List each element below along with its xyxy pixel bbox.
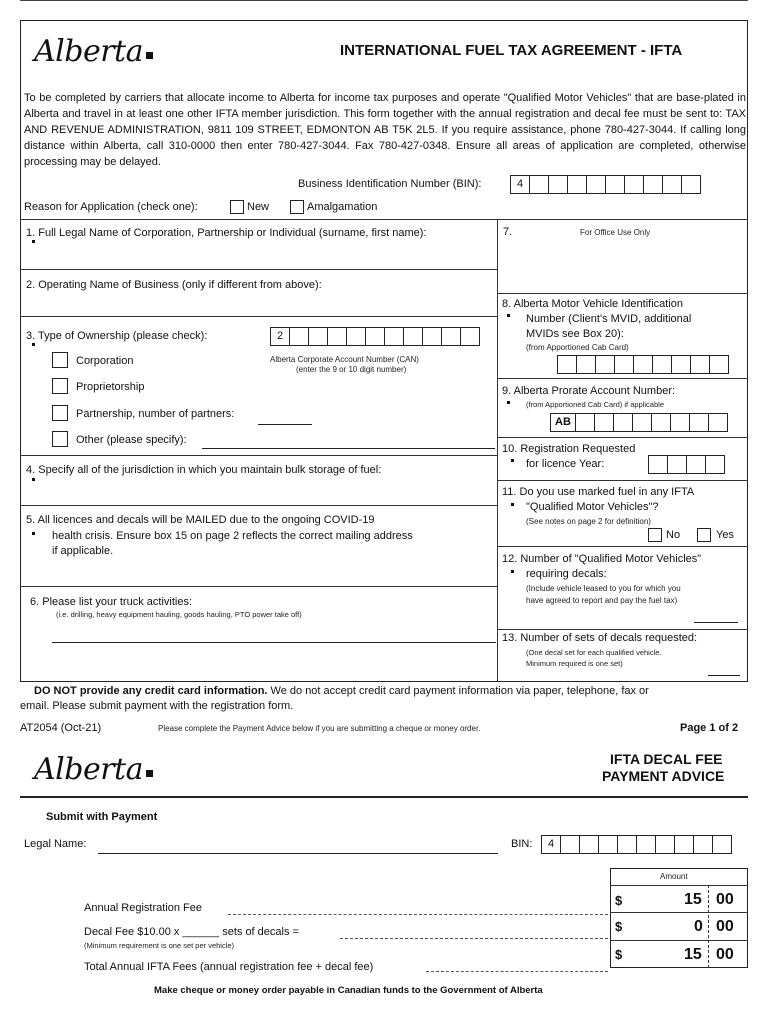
prorate-cell[interactable]	[613, 413, 633, 432]
mvid-cell[interactable]	[633, 355, 653, 374]
mvid-cell[interactable]	[690, 355, 710, 374]
prorate-prefix-cell: AB	[550, 413, 576, 432]
credit-card-warning	[34, 685, 748, 697]
can-cell[interactable]	[308, 327, 328, 346]
section-5-line-1: 5. All licences and decals will be MAILED due to the ongoing COVID-19	[26, 514, 375, 526]
row-1-label: Annual Registration Fee	[84, 902, 203, 914]
amount-header: Amount	[660, 872, 688, 881]
page-number: Page 1 of 2	[680, 722, 739, 734]
bin-prefix-cell: 4	[541, 835, 561, 854]
can-cell[interactable]	[403, 327, 423, 346]
warning-rest: We do not accept credit card payment information via paper, telephone, fax or	[267, 685, 649, 697]
section-divider	[497, 378, 748, 379]
can-cell[interactable]	[289, 327, 309, 346]
section-11-line-1: 11. Do you use marked fuel in any IFTA	[502, 486, 695, 498]
section-divider	[497, 480, 748, 481]
qualified-vehicles-field[interactable]	[694, 622, 738, 623]
section-10-line-1: 10. Registration Requested	[502, 443, 636, 455]
bin-cell[interactable]	[636, 835, 656, 854]
row-1-cents: 00	[716, 891, 734, 908]
section-divider	[20, 505, 497, 506]
marked-fuel-no-label: No	[666, 529, 681, 541]
amount-divider	[610, 885, 748, 886]
section-10-line-2: for licence Year:	[526, 458, 605, 470]
section-divider	[20, 455, 497, 456]
bin-cell[interactable]	[624, 175, 644, 194]
section-12-sublabel-2: have agreed to report and pay the fuel tax)	[526, 596, 678, 605]
section-11-sublabel: (See notes on page 2 for definition)	[526, 517, 651, 526]
proprietorship-checkbox[interactable]	[52, 378, 68, 394]
alberta-logo: Alberta	[34, 752, 153, 787]
partners-count-field[interactable]	[258, 424, 312, 425]
payable-note: Make cheque or money order payable in Canadian funds to the Government of Alberta	[154, 985, 543, 996]
reason-new-checkbox[interactable]	[230, 200, 244, 214]
section-3-label: 3. Type of Ownership (please check):	[26, 330, 208, 342]
advice-bin-label: BIN:	[511, 838, 533, 850]
section-6-label: 6. Please list your truck activities:	[30, 596, 193, 608]
partnership-checkbox[interactable]	[52, 405, 68, 421]
legal-name-label: Legal Name:	[24, 838, 87, 850]
can-cell[interactable]	[422, 327, 442, 346]
mvid-cell[interactable]	[709, 355, 729, 374]
section-9-sublabel: (from Apportioned Cab Card) if applicable	[526, 400, 664, 409]
form-title: INTERNATIONAL FUEL TAX AGREEMENT - IFTA	[340, 42, 683, 59]
reason-new-label: New	[247, 201, 270, 213]
row-3-label: Total Annual IFTA Fees (annual registration fee + decal fee)	[84, 961, 374, 973]
intro-text: To be completed by carriers that allocate income to Alberta for income tax purposes and operate "Qualified Motor Vehicles" that are base-plated in Alberta and travel in at least one other IFTA member jurisdiction. This form together with the annual registration and decal fee must be sent to: TAX AND REVENUE ADMINISTRATION, 9811 109 STREET, EDMONTON AB T5K 2L5. If you require assistance, phone 780-427-3044. If calling long distance within Alberta, call 310-0000 then enter 780-427-3044. Fax 780-427-0348. Ensure all areas of application are completed, otherwise processing may be delayed.	[24, 92, 746, 168]
submit-with-payment: Submit with Payment	[46, 811, 158, 823]
year-cell[interactable]	[667, 455, 687, 474]
bin-cell[interactable]	[598, 835, 618, 854]
section-9-label: 9. Alberta Prorate Account Number:	[502, 385, 676, 397]
bullet	[32, 532, 35, 535]
bin-cell[interactable]	[655, 835, 675, 854]
advice-title-line-1: IFTA DECAL FEE	[610, 751, 723, 767]
reason-amalgamation-label: Amalgamation	[307, 201, 378, 213]
amount-divider	[610, 912, 748, 913]
can-boxes[interactable]	[270, 327, 480, 346]
year-cell[interactable]	[648, 455, 668, 474]
alberta-logo: Alberta	[34, 34, 153, 69]
bin-cell[interactable]	[586, 175, 606, 194]
reason-amalgamation-checkbox[interactable]	[290, 200, 304, 214]
advice-bin-boxes[interactable]	[541, 835, 732, 854]
bin-cell[interactable]	[643, 175, 663, 194]
can-cell[interactable]	[365, 327, 385, 346]
can-cell[interactable]	[441, 327, 461, 346]
row-3-cents: 00	[716, 946, 734, 963]
prorate-cell[interactable]	[575, 413, 595, 432]
section-11-line-2: "Qualified Motor Vehicles"?	[526, 501, 659, 513]
marked-fuel-yes-checkbox[interactable]	[697, 528, 711, 542]
bin-cell[interactable]	[662, 175, 682, 194]
mvid-cell[interactable]	[671, 355, 691, 374]
reason-label: Reason for Application (check one):	[24, 201, 198, 213]
mvid-cell[interactable]	[614, 355, 634, 374]
marked-fuel-no-checkbox[interactable]	[648, 528, 662, 542]
row-1-dollars: 15	[684, 891, 702, 908]
bin-cell[interactable]	[567, 175, 587, 194]
mvid-cell[interactable]	[576, 355, 596, 374]
can-cell[interactable]	[327, 327, 347, 346]
corporation-checkbox[interactable]	[52, 352, 68, 368]
section-divider	[20, 316, 497, 317]
section-5-line-3: if applicable.	[52, 545, 114, 557]
bin-cell[interactable]	[529, 175, 549, 194]
other-label: Other (please specify):	[76, 434, 187, 446]
bin-prefix-cell: 4	[510, 175, 530, 194]
section-12-sublabel-1: (Include vehicle leased to you for which you	[526, 584, 681, 593]
mvid-cell[interactable]	[557, 355, 577, 374]
section-13-sublabel-1: (One decal set for each qualified vehicle.	[526, 648, 662, 657]
section-8-line-2: Number (Client's MVID, additional	[526, 313, 692, 325]
partnership-label: Partnership, number of partners:	[76, 408, 235, 420]
prorate-boxes[interactable]	[550, 413, 728, 432]
year-cell[interactable]	[686, 455, 706, 474]
prorate-cell[interactable]	[708, 413, 728, 432]
proprietorship-label: Proprietorship	[76, 381, 145, 393]
bullet	[511, 503, 514, 506]
section-13-sublabel-2: Minimum required is one set)	[526, 659, 623, 668]
bin-cell[interactable]	[560, 835, 580, 854]
can-label: Alberta Corporate Account Number (CAN)	[270, 355, 419, 364]
advice-rule	[20, 796, 748, 798]
row-2-currency: $	[615, 919, 623, 934]
row-3-leader	[426, 971, 608, 972]
prorate-cell[interactable]	[670, 413, 690, 432]
row-2-dollars: 0	[694, 918, 703, 935]
bin-cell[interactable]	[674, 835, 694, 854]
section-divider	[497, 437, 748, 438]
bullet	[507, 314, 510, 317]
prorate-cell[interactable]	[651, 413, 671, 432]
bullet	[32, 478, 35, 481]
section-12-line-1: 12. Number of "Qualified Motor Vehicles"	[502, 553, 702, 565]
section-8-line-3: MVIDs see Box 20):	[526, 328, 624, 340]
section-divider	[497, 546, 748, 547]
bullet	[511, 459, 514, 462]
section-4-label: 4. Specify all of the jurisdiction in which you maintain bulk storage of fuel:	[26, 464, 382, 476]
advice-title-line-2: PAYMENT ADVICE	[602, 768, 725, 784]
section-1-label: 1. Full Legal Name of Corporation, Partnership or Individual (surname, first name):	[26, 227, 427, 239]
amount-divider	[610, 940, 748, 941]
mvid-boxes[interactable]	[557, 355, 729, 374]
row-2-label: Decal Fee $10.00 x ______ sets of decals =	[84, 926, 299, 938]
bin-cell[interactable]	[693, 835, 713, 854]
row-1-leader	[228, 914, 608, 915]
warning-bold: DO NOT provide any credit card information.	[34, 685, 268, 697]
can-cell[interactable]	[460, 327, 480, 346]
bullet	[32, 240, 35, 243]
row-1-currency: $	[615, 893, 623, 908]
prorate-cell[interactable]	[594, 413, 614, 432]
section-divider	[20, 586, 497, 587]
section-divider	[497, 293, 748, 294]
payment-advice-note: Please complete the Payment Advice below if you are submitting a cheque or money order.	[158, 724, 481, 733]
section-8-line-1: 8. Alberta Motor Vehicle Identification	[502, 298, 683, 310]
credit-card-warning-line-2: email. Please submit payment with the registration form.	[20, 700, 294, 712]
bin-cell[interactable]	[605, 175, 625, 194]
section-13-line-1: 13. Number of sets of decals requested:	[502, 632, 698, 644]
bin-cell[interactable]	[712, 835, 732, 854]
bin-cell[interactable]	[579, 835, 599, 854]
marked-fuel-yes-label: Yes	[716, 529, 734, 541]
can-cell[interactable]	[346, 327, 366, 346]
row-2-leader	[340, 938, 608, 939]
section-2-label: 2. Operating Name of Business (only if different from above):	[26, 279, 322, 291]
section-12-line-2: requiring decals:	[526, 568, 607, 580]
form-code: AT2054 (Oct-21)	[20, 722, 102, 734]
row-2-cents: 00	[716, 918, 734, 935]
section-5-line-2: health crisis. Ensure box 15 on page 2 reflects the correct mailing address	[52, 530, 413, 542]
section-7-label: 7.	[503, 226, 513, 238]
can-prefix-cell: 2	[270, 327, 290, 346]
row-2-sublabel: (Minimum requirement is one set per vehicle)	[84, 941, 235, 950]
decal-sets-field[interactable]	[708, 675, 740, 676]
bin-cell[interactable]	[617, 835, 637, 854]
bin-cell[interactable]	[548, 175, 568, 194]
bullet	[507, 401, 510, 404]
other-specify-field[interactable]	[202, 448, 495, 449]
row-3-currency: $	[615, 947, 623, 962]
bin-boxes[interactable]	[510, 175, 701, 194]
other-checkbox[interactable]	[52, 431, 68, 447]
legal-name-field[interactable]	[98, 853, 498, 854]
licence-year-boxes[interactable]	[648, 455, 725, 474]
section-divider	[20, 219, 748, 220]
section-6-sublabel: (i.e. drilling, heavy equipment hauling, goods hauling, PTO power take off)	[56, 610, 302, 619]
bin-label: Business Identification Number (BIN):	[298, 178, 482, 190]
prorate-cell[interactable]	[689, 413, 709, 432]
corporation-label: Corporation	[76, 355, 134, 367]
bullet	[32, 343, 35, 346]
office-use-label: For Office Use Only	[580, 228, 651, 237]
section-divider	[20, 269, 497, 270]
section-divider	[497, 629, 748, 630]
bullet	[511, 570, 514, 573]
mvid-cell[interactable]	[595, 355, 615, 374]
section-8-sublabel: (from Apportioned Cab Card)	[526, 343, 629, 352]
mvid-cell[interactable]	[652, 355, 672, 374]
top-rule	[20, 0, 748, 1]
year-cell[interactable]	[705, 455, 725, 474]
can-cell[interactable]	[384, 327, 404, 346]
bin-cell[interactable]	[681, 175, 701, 194]
truck-activities-field[interactable]	[52, 642, 496, 643]
column-divider	[497, 219, 498, 682]
cents-divider	[708, 885, 709, 968]
prorate-cell[interactable]	[632, 413, 652, 432]
can-sublabel: (enter the 9 or 10 digit number)	[296, 365, 407, 374]
row-3-dollars: 15	[684, 946, 702, 963]
